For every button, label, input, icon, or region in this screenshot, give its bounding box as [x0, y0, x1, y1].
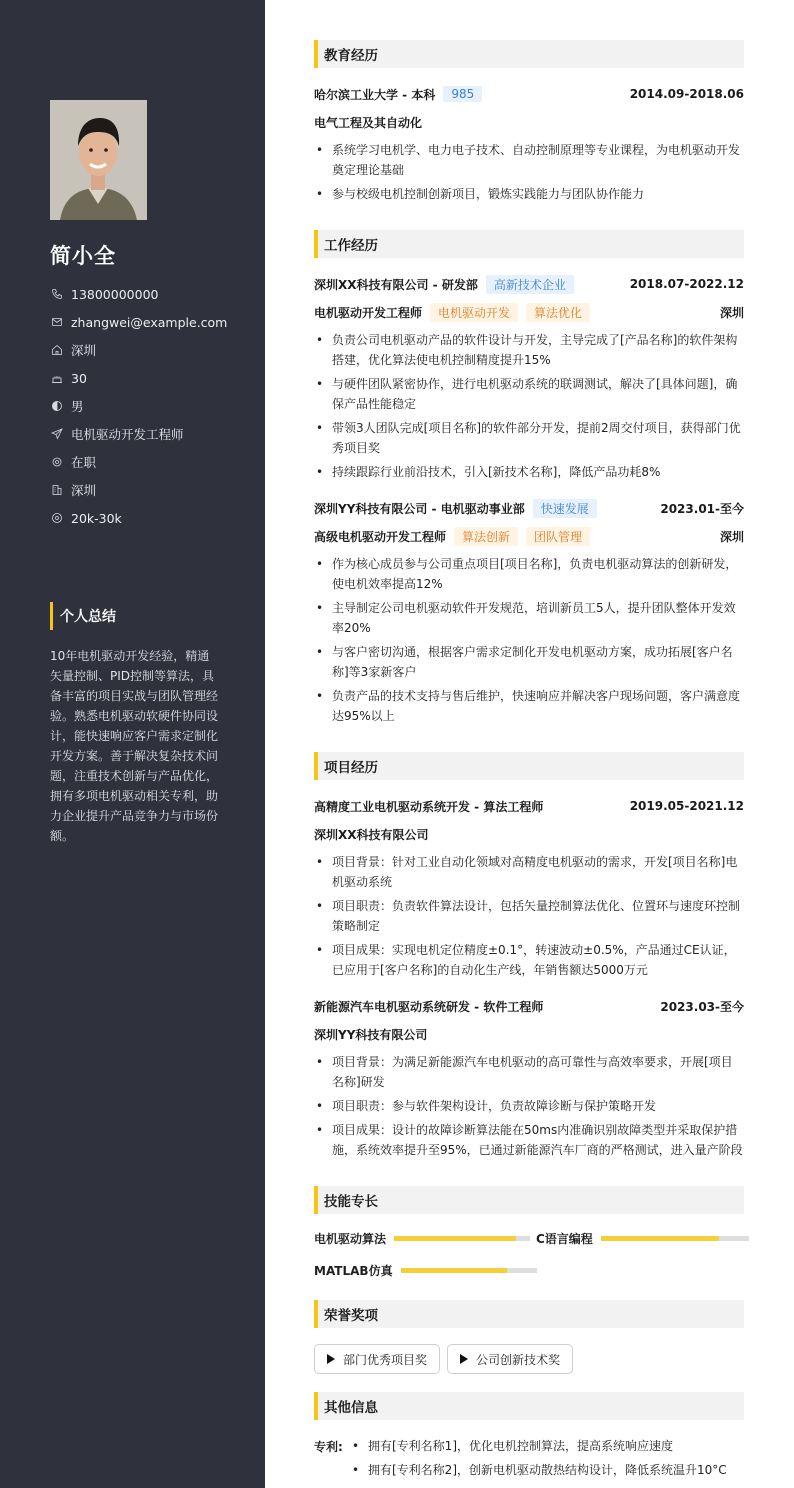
info-email	[50, 308, 227, 336]
project-2-name: 新能源汽车电机驱动系统研发 - 软件工程师	[314, 999, 544, 1014]
info-age-text: 30	[71, 370, 87, 386]
job-1-role-tag: 电机驱动开发	[430, 303, 518, 322]
skill-item	[536, 1230, 749, 1247]
other-section-title: 其他信息	[314, 1392, 744, 1420]
work-section-title: 工作经历	[314, 230, 744, 258]
job-2-company: 深圳YY科技有限公司 - 电机驱动事业部	[314, 501, 525, 516]
job-2-header	[314, 498, 744, 518]
job-1-location: 深圳	[719, 305, 744, 320]
info-status-text: 在职	[71, 455, 97, 470]
job-1-period: 2018.07-2022.12	[629, 277, 744, 291]
job-2-period: 2023.01-至今	[660, 501, 744, 516]
list-item: • 项目成果：设计的故障诊断算法能在50ms内准确识别故障类型并采取保护措施，系统效率提升至95%，已通过新能源汽车厂商的严格测试，进入量产阶段	[314, 1120, 744, 1160]
sidebar	[0, 0, 265, 1488]
summary-title: 个人总结	[50, 602, 116, 630]
job-2-company-tag: 快速发展	[533, 499, 597, 518]
list-item: • 参与校级电机控制创新项目，锻炼实践能力与团队协作能力	[314, 184, 744, 204]
info-city-text: 深圳	[71, 343, 97, 358]
list-item: • 负责产品的技术支持与售后维护，快速响应并解决客户现场问题，客户满意度达95%以上	[314, 686, 744, 726]
patent-label: 专利:	[314, 1440, 343, 1454]
award-badge	[447, 1344, 573, 1374]
project-2-company-row	[314, 1024, 744, 1044]
info-city	[50, 336, 227, 364]
list-item: • 项目背景：为满足新能源汽车电机驱动的高可靠性与高效率要求，开展[项目名称]研发	[314, 1052, 744, 1092]
project-2-bullets	[314, 1052, 744, 1164]
summary-text: 10年电机驱动开发经验，精通矢量控制、PID控制等算法，具备丰富的项目实战与团队管理经验。熟悉电机驱动软硬件协同设计，能快速响应客户需求定制化开发方案。善于解决复杂技术问题，注重技术创新与产品优化，拥有多项电机驱动相关专利，助力企业提升产品竞争力与市场份额。	[50, 649, 219, 843]
job-2-bullets	[314, 554, 744, 730]
job-2-role: 高级电机驱动开发工程师	[314, 529, 447, 544]
info-gender	[50, 392, 227, 420]
info-target-city-text: 深圳	[71, 483, 97, 498]
education-major: 电气工程及其自动化	[314, 115, 423, 130]
award-badge	[314, 1344, 440, 1374]
info-target-city	[50, 476, 227, 504]
list-item: • 持续跟踪行业前沿技术，引入[新技术名称]，降低产品功耗8%	[314, 462, 744, 482]
skills-section-title: 技能专长	[314, 1186, 744, 1214]
list-item: • 项目成果：实现电机定位精度±0.1°，转速波动±0.5%，产品通过CE认证，已应用于[客户名称]的自动化生产线，年销售额达5000万元	[314, 940, 744, 980]
list-item: • 拥有[专利名称2]，创新电机驱动散热结构设计，降低系统温升10°C	[350, 1460, 727, 1480]
skill-name: MATLAB仿真	[314, 1264, 393, 1278]
list-item: • 负责公司电机驱动产品的软件设计与开发，主导完成了[产品名称]的软件架构搭建，优化算法使电机控制精度提升15%	[314, 330, 744, 370]
project-2-header	[314, 996, 744, 1016]
job-1-role-row	[314, 302, 744, 322]
skill-name: 电机驱动算法	[314, 1232, 387, 1246]
skill-name: C语言编程	[536, 1232, 593, 1246]
project-1-period: 2019.05-2021.12	[629, 799, 744, 813]
education-header	[314, 84, 744, 104]
list-item: • 与硬件团队紧密协作，进行电机驱动系统的联调测试，解决了[具体问题]，确保产品性能稳定	[314, 374, 744, 414]
education-major-row	[314, 112, 744, 132]
list-item: • 系统学习电机学、电力电子技术、自动控制原理等专业课程，为电机驱动开发奠定理论基础	[314, 140, 744, 180]
award-label: 部门优秀项目奖	[343, 1352, 428, 1367]
skill-bar-fill	[401, 1268, 507, 1273]
info-salary-text: 20k-30k	[71, 510, 122, 526]
info-position	[50, 420, 227, 448]
home-icon	[50, 344, 63, 357]
education-bullets	[314, 140, 744, 208]
job-1-role-tag: 算法优化	[526, 303, 590, 322]
coin-icon	[50, 512, 63, 525]
project-2-period: 2023.03-至今	[660, 999, 744, 1014]
list-item: • 拥有[专利名称1]，优化电机控制算法，提高系统响应速度	[350, 1436, 727, 1456]
skill-bar-fill	[601, 1236, 719, 1241]
project-1-company-row	[314, 824, 744, 844]
list-item: • 项目职责：参与软件架构设计，负责故障诊断与保护策略开发	[314, 1096, 744, 1116]
gender-icon	[50, 400, 63, 413]
skill-bar	[394, 1236, 530, 1241]
send-icon	[50, 428, 63, 441]
project-1-bullets	[314, 852, 744, 984]
project-section-title: 项目经历	[314, 752, 744, 780]
project-2-company: 深圳YY科技有限公司	[314, 1027, 428, 1042]
info-phone-text: 13800000000	[71, 286, 159, 302]
job-1-role: 电机驱动开发工程师	[314, 305, 423, 320]
school-tag: 985	[443, 86, 482, 102]
list-item: • 带领3人团队完成[项目名称]的软件部分开发，提前2周交付项目，获得部门优秀项目奖	[314, 418, 744, 458]
job-2-role-row	[314, 526, 744, 546]
play-icon	[460, 1354, 468, 1364]
patent-list	[350, 1436, 727, 1484]
info-position-text: 电机驱动开发工程师	[71, 427, 184, 442]
gear-icon	[50, 456, 63, 469]
skill-bar-fill	[394, 1236, 516, 1241]
skill-item	[314, 1230, 530, 1247]
list-item: • 与客户密切沟通，根据客户需求定制化开发电机驱动方案，成功拓展[客户名称]等3家新客户	[314, 642, 744, 682]
job-1-header	[314, 274, 744, 294]
info-status	[50, 448, 227, 476]
job-2-role-tag: 算法创新	[454, 527, 518, 546]
list-item: • 主导制定公司电机驱动软件开发规范，培训新员工5人，提升团队整体开发效率20%	[314, 598, 744, 638]
building-icon	[50, 484, 63, 497]
list-item: • 项目背景：针对工业自动化领域对高精度电机驱动的需求，开发[项目名称]电机驱动系统	[314, 852, 744, 892]
skill-item	[314, 1262, 537, 1279]
info-phone	[50, 280, 227, 308]
job-1-company-tag: 高新技术企业	[486, 275, 574, 294]
avatar	[50, 100, 147, 220]
project-1-header	[314, 796, 744, 816]
mail-icon	[50, 316, 63, 329]
job-2-location: 深圳	[719, 529, 744, 544]
education-period: 2014.09-2018.06	[629, 87, 744, 101]
award-label: 公司创新技术奖	[476, 1352, 561, 1367]
school-name: 哈尔滨工业大学 - 本科	[314, 87, 436, 102]
list-item: • 作为核心成员参与公司重点项目[项目名称]，负责电机驱动算法的创新研发，使电机效率提高12%	[314, 554, 744, 594]
skill-bar	[401, 1268, 537, 1273]
candidate-name: 简小全	[50, 244, 116, 268]
job-2-role-tag: 团队管理	[526, 527, 590, 546]
cake-icon	[50, 372, 63, 385]
info-age	[50, 364, 227, 392]
contact-info-list	[50, 280, 227, 532]
job-1-company: 深圳XX科技有限公司 - 研发部	[314, 277, 478, 292]
info-email-text: zhangwei@example.com	[71, 314, 228, 330]
list-item: • 项目职责：负责软件算法设计，包括矢量控制算法优化、位置环与速度环控制策略制定	[314, 896, 744, 936]
job-1-bullets	[314, 330, 744, 486]
phone-icon	[50, 288, 63, 301]
play-icon	[327, 1354, 335, 1364]
project-1-company: 深圳XX科技有限公司	[314, 827, 429, 842]
project-1-name: 高精度工业电机驱动系统开发 - 算法工程师	[314, 799, 544, 814]
info-salary	[50, 504, 227, 532]
awards-section-title: 荣誉奖项	[314, 1300, 744, 1328]
skill-bar	[601, 1236, 749, 1241]
education-section-title: 教育经历	[314, 40, 744, 68]
info-gender-text: 男	[71, 399, 84, 414]
